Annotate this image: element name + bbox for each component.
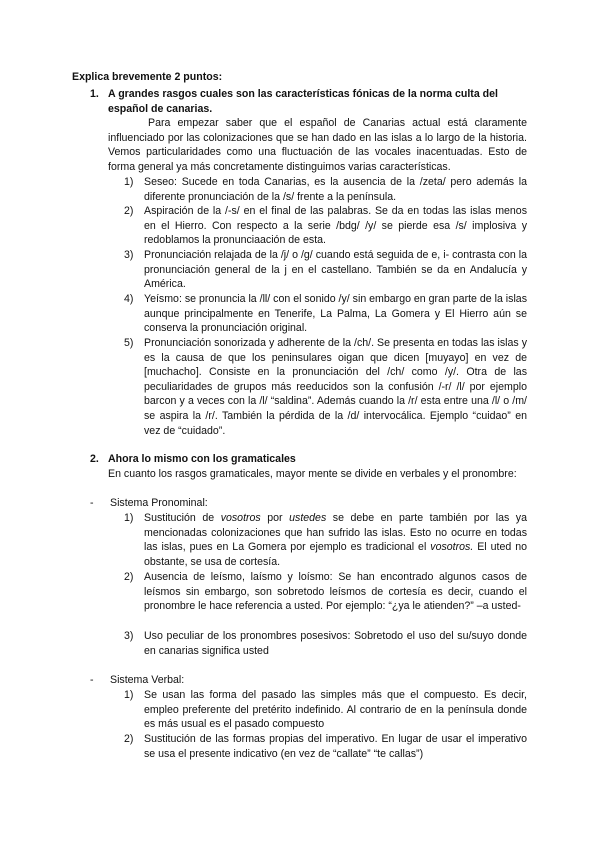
pronominal-heading: - Sistema Pronominal:	[90, 497, 208, 509]
verbal-item-1: 1) Se usan las forma del pasado las simples más que el compuesto. Es decir, empleo preferente del pretérito indefinido. Al contrario de en la península donde es más usual es el pasado compuesto	[124, 689, 527, 731]
section-1-item-1: 1) Seseo: Sucede en toda Canarias, es la ausencia de la /zeta/ pero además la diferente pronunciación de la /s/ frente a la península.	[124, 176, 527, 203]
section-1-number: 1.	[90, 88, 99, 100]
verbal-item-2: 2) Sustitución de las formas propias del imperativo. En lugar de usar el imperativo se usa el presente indicativo (en vez de “callate” “te callas”)	[124, 733, 527, 760]
section-1-item-4: 4) Yeísmo: se pronuncia la /ll/ con el sonido /y/ sin embargo en gran parte de la islas aunque principalmente en Tenerife, La Palma, La Gomera y El Hierro aún se conserva la pronunciación original.	[124, 293, 527, 335]
section-2-number: 2.	[90, 453, 99, 465]
section-2-heading	[90, 452, 527, 467]
document-instruction: Explica brevemente 2 puntos:	[72, 71, 223, 83]
pronominal-item-3: 3) Uso peculiar de los pronombres posesivos: Sobretodo el uso del su/suyo donde en canarias significa usted	[124, 630, 527, 657]
section-1-item-2: 2) Aspiración de la /-s/ en el final de las palabras. Se da en todas las islas menos en el Hierro. Con respecto a la serie /bdg/ /y/ se pierde esa /s/ implosiva y redoblamos la pronunciaación de esta.	[124, 205, 527, 247]
section-1-item-5: 5) Pronunciación sonorizada y adherente de la /ch/. Se presenta en todas las islas y es la causa de que los peninsulares oigan que dicen [muyayo] en vez de [muchacho]. Consiste en la pronunciación del /ch/ como /y/. Otra de las peculiaridades de grupos más reeducidos son la confusión /-r/ /l/ por ejemplo barcon y a veces con la /l/ “saldina”. Además cuando la /r/ esta entre una /l/ o /m/ se aspira la /r/. También la pérdida de la /d/ intervocálica. Ejemplo “cuidao” en vez de “cuidado”.	[124, 337, 527, 437]
pronominal-item-2: 2) Ausencia de leísmo, laísmo y loísmo: Se han encontrado algunos casos de leísmos sin embargo, son sobretodo leísmos de cortesía es decir, cuando el pronombre le hace referencia a usted. Por ejemplo: “¿ya le atienden?” –a usted-	[124, 571, 527, 613]
section-1-intro: Para empezar saber que el español de Canarias actual está claramente influenciado por las colonizaciones que se han dado en las islas a lo largo de la historia. Vemos particularidades como una fluctuación de las vocales inacentuadas. Esto de forma general ya más concretamente distinguimos varias características.	[108, 117, 527, 173]
section-1-item-3: 3) Pronunciación relajada de la /j/ o /g/ cuando está seguida de e, i- contrasta con la pronunciación general de la j en el castellano. También se da en Andalucía y América.	[124, 249, 527, 291]
verbal-heading: - Sistema Verbal:	[90, 674, 185, 686]
pronominal-item-1: 1) Sustitución de vosotros por ustedes se debe en parte también por las ya mencionadas colonizaciones que han sufrido las islas. Esto no ocurre en todas las islas, pues en La Gomera por ejemplo es tradicional el vosotros. El uted no obstante, se usa de cortesía.	[124, 512, 527, 568]
section-1-title: A grandes rasgos cuales son las características fónicas de la norma culta del español de canarias.	[108, 88, 498, 115]
section-1-heading	[90, 87, 527, 116]
section-2-title: Ahora lo mismo con los gramaticales	[108, 453, 296, 465]
section-2-intro: En cuanto los rasgos gramaticales, mayor mente se divide en verbales y el pronombre:	[108, 468, 517, 480]
